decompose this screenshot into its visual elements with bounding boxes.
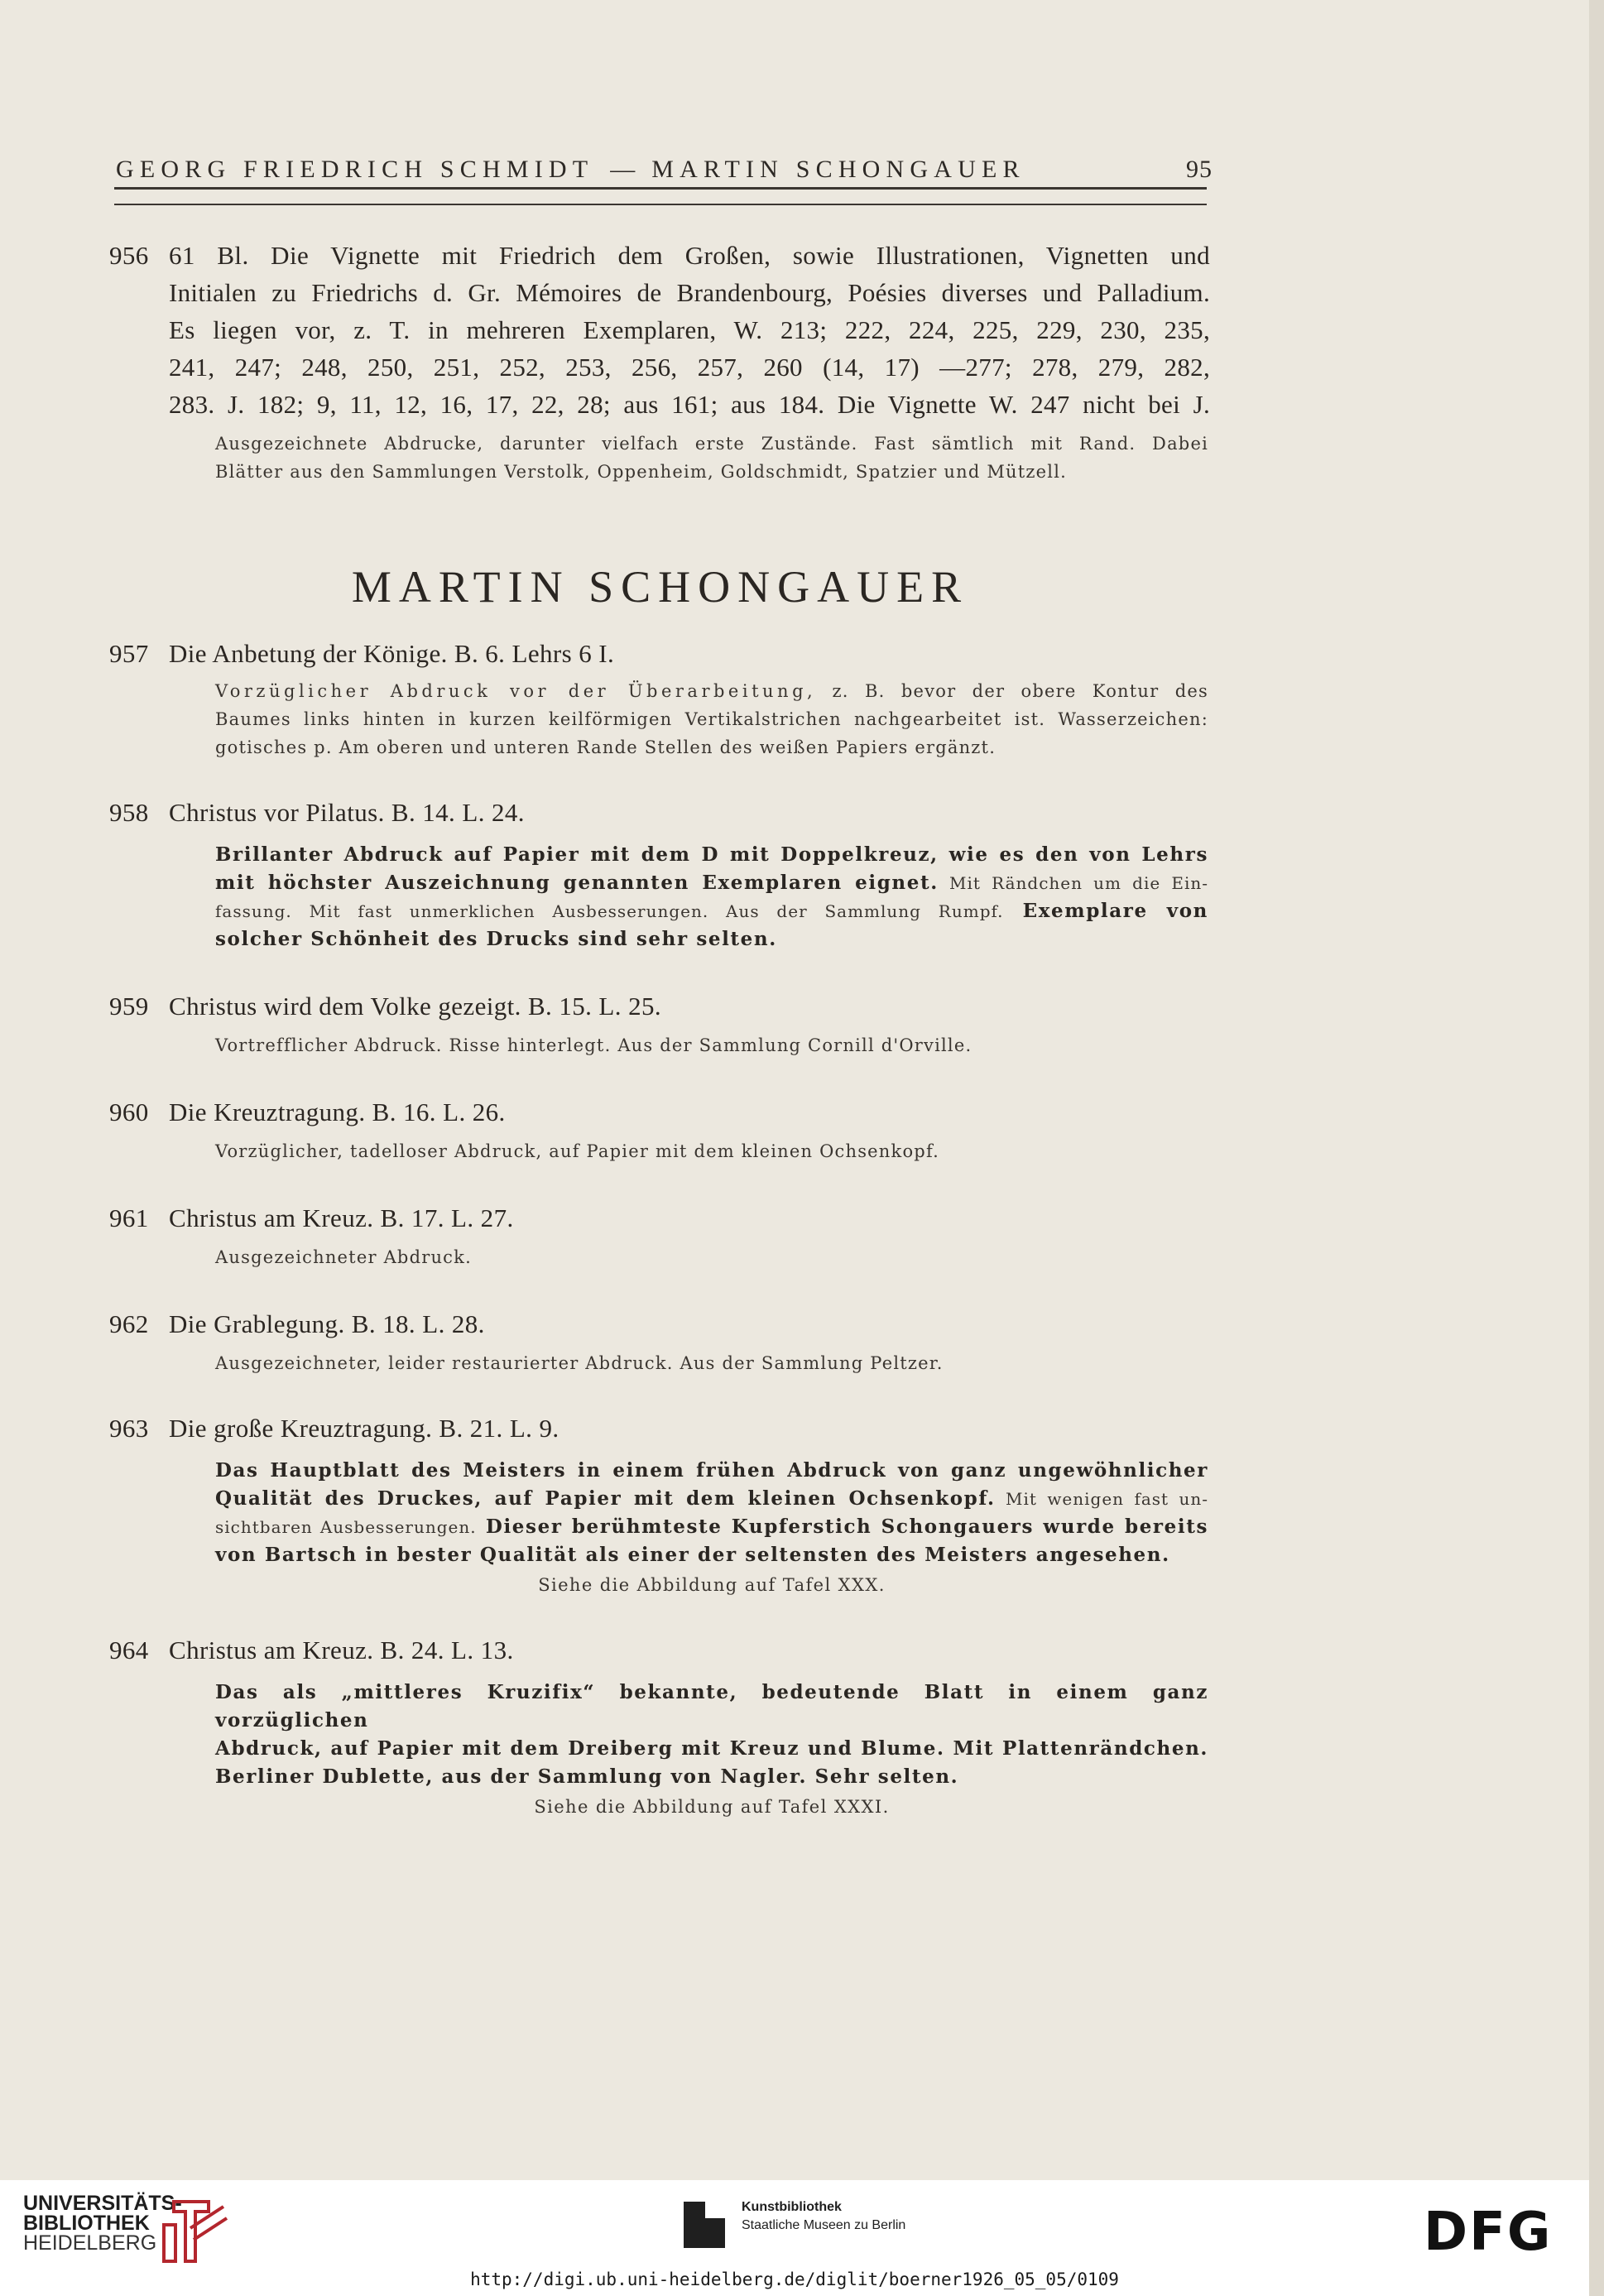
lot-number: 963: [109, 1414, 149, 1443]
lot-highlight: solcher Schönheit des Drucks sind sehr selten.: [215, 928, 777, 950]
lot-962: [109, 1303, 1210, 1377]
dfg-logo[interactable]: DFG: [1424, 2202, 1553, 2263]
lot-highlight: Das Hauptblatt des Meisters in einem frühen Abdruck von ganz ungewöhnlicher: [215, 1459, 1208, 1482]
header-rule: [114, 187, 1207, 190]
lot-963: [109, 1407, 1210, 1601]
lot-text-line: Initialen zu Friedrichs d. Gr. Mémoires de Brandenbourg, Poésies diverses und Palladium.: [169, 278, 1210, 307]
lot-text-line: Es liegen vor, z. T. in mehreren Exemplaren, W. 213; 222, 224, 225, 229, 230, 235,: [169, 315, 1210, 344]
page-number: 95: [1186, 156, 1213, 183]
kb-logo-title: Kunstbibliothek: [742, 2200, 842, 2214]
running-head-right: MARTIN SCHONGAUER: [651, 156, 1025, 183]
lot-note-text: Mit Rändchen um die Ein-: [938, 873, 1208, 893]
lot-note-line: [215, 677, 1208, 705]
lot-961: [109, 1197, 1210, 1271]
lot-note-line: Vortrefflicher Abdruck. Risse hinterlegt. Aus der Sammlung Cornill d'Orville.: [215, 1035, 972, 1055]
lot-958: [109, 791, 1210, 953]
permalink-url[interactable]: http://digi.ub.uni-heidelberg.de/diglit/boerner1926_05_05/0109: [470, 2270, 1119, 2289]
lot-highlight: Exemplare von: [1003, 900, 1208, 922]
lot-note-spaced: Vorzüglicher Abdruck vor der Überarbeitung,: [215, 681, 817, 701]
plate-reference: Siehe die Abbildung auf Tafel XXXI.: [534, 1797, 890, 1817]
lot-note-line: Ausgezeichnete Abdrucke, darunter vielfach erste Zustände. Fast sämtlich mit Rand. Dabei: [215, 434, 1208, 454]
lot-title: Christus wird dem Volke gezeigt. B. 15. L. 25.: [169, 992, 662, 1021]
lot-note-line: Blätter aus den Sammlungen Verstolk, Oppenheim, Goldschmidt, Spatzier und Mützell.: [215, 462, 1068, 482]
lot-highlight: Abdruck, auf Papier mit dem Dreiberg mit Kreuz und Blume. Mit Plattenrändchen.: [215, 1737, 1208, 1760]
lot-note-line: Baumes links hinten in kurzen keilförmigen Vertikalstrichen nachgearbeitet ist. Wasserzeichen:: [215, 709, 1208, 729]
lot-highlight: Brillanter Abdruck auf Papier mit dem D mit Doppelkreuz, wie es den von Lehrs: [215, 843, 1208, 866]
lot-960: [109, 1091, 1210, 1165]
lot-title: Die Kreuztragung. B. 16. L. 26.: [169, 1098, 506, 1126]
lot-959: [109, 985, 1210, 1059]
lot-highlight: mit höchster Auszeichnung genannten Exemplaren eignet.: [215, 872, 939, 894]
running-head: [116, 156, 1213, 184]
kb-logo-subtitle: Staatliche Museen zu Berlin: [742, 2218, 906, 2232]
lot-text-line: 241, 247; 248, 250, 251, 252, 253, 256, 257, 260 (14, 17) —277; 278, 279, 282,: [169, 353, 1210, 382]
lot-number: 959: [109, 992, 149, 1021]
kunstbibliothek-emblem-icon: [684, 2202, 725, 2248]
lot-note-line: gotisches p. Am oberen und unteren Rande Stellen des weißen Papiers ergänzt.: [215, 737, 996, 757]
lot-number: 958: [109, 798, 149, 827]
lot-note-line: Vorzüglicher, tadelloser Abdruck, auf Papier mit dem kleinen Ochsenkopf.: [215, 1141, 940, 1161]
running-head-dash: —: [610, 156, 636, 183]
lot-note-text: z. B. bevor der obere Kontur des: [816, 681, 1208, 701]
lot-text-line: 61 Bl. Die Vignette mit Friedrich dem Großen, sowie Illustrationen, Vignetten und: [169, 241, 1210, 270]
ub-heidelberg-emblem-icon: [157, 2192, 232, 2266]
lot-number: 960: [109, 1098, 149, 1126]
lot-note-line: Ausgezeichneter Abdruck.: [215, 1247, 472, 1267]
header-rule-second: [114, 204, 1207, 205]
lot-highlight: von Bartsch in bester Qualität als einer der seltensten des Meisters angesehen.: [215, 1544, 1170, 1566]
lot-title: Die Anbetung der Könige. B. 6. Lehrs 6 I.: [169, 639, 615, 668]
lot-highlight: Das als „mittleres Kruzifix“ bekannte, bedeutende Blatt in einem ganz vorzüglichen: [215, 1681, 1208, 1732]
lot-title: Christus am Kreuz. B. 24. L. 13.: [169, 1636, 514, 1664]
lot-note-text: sichtbaren Ausbesserungen.: [215, 1517, 477, 1537]
section-title: MARTIN SCHONGAUER: [351, 562, 969, 612]
lot-note-line: Ausgezeichneter, leider restaurierter Abdruck. Aus der Sammlung Peltzer.: [215, 1353, 944, 1373]
lot-title: Die große Kreuztragung. B. 21. L. 9.: [169, 1414, 559, 1443]
lot-number: 961: [109, 1203, 149, 1232]
lot-number: 956: [109, 241, 149, 270]
lot-number: 962: [109, 1309, 149, 1338]
lot-title: Christus am Kreuz. B. 17. L. 27.: [169, 1203, 514, 1232]
lot-title: Christus vor Pilatus. B. 14. L. 24.: [169, 798, 525, 827]
lot-957: [109, 632, 1210, 761]
ub-logo-line: HEIDELBERG: [23, 2231, 157, 2255]
lot-highlight: Qualität des Druckes, auf Papier mit dem kleinen Ochsenkopf.: [215, 1487, 996, 1510]
lot-note-text: Mit wenigen fast un-: [995, 1489, 1208, 1509]
lot-number: 964: [109, 1636, 149, 1664]
lot-956: [109, 240, 1210, 486]
ub-logo-line: UNIVERSITÄTS-: [23, 2192, 182, 2215]
ub-logo-line: BIBLIOTHEK: [23, 2212, 150, 2235]
lot-number: 957: [109, 639, 149, 668]
running-head-left: GEORG FRIEDRICH SCHMIDT: [116, 156, 594, 183]
page-edge: [1589, 0, 1604, 2296]
lot-note-text: fassung. Mit fast unmerklichen Ausbesserungen. Aus der Sammlung Rumpf.: [215, 901, 1004, 921]
lot-highlight: Berliner Dublette, aus der Sammlung von Nagler. Sehr selten.: [215, 1765, 959, 1788]
plate-reference: Siehe die Abbildung auf Tafel XXX.: [538, 1575, 886, 1595]
lot-text-line: 283. J. 182; 9, 11, 12, 16, 17, 22, 28; aus 161; aus 184. Die Vignette W. 247 nicht bei J.: [169, 390, 1210, 419]
lot-title: Die Grablegung. B. 18. L. 28.: [169, 1309, 485, 1338]
lot-highlight: Dieser berühmteste Kupferstich Schongauers wurde bereits: [476, 1515, 1208, 1538]
lot-964: [109, 1629, 1210, 1823]
